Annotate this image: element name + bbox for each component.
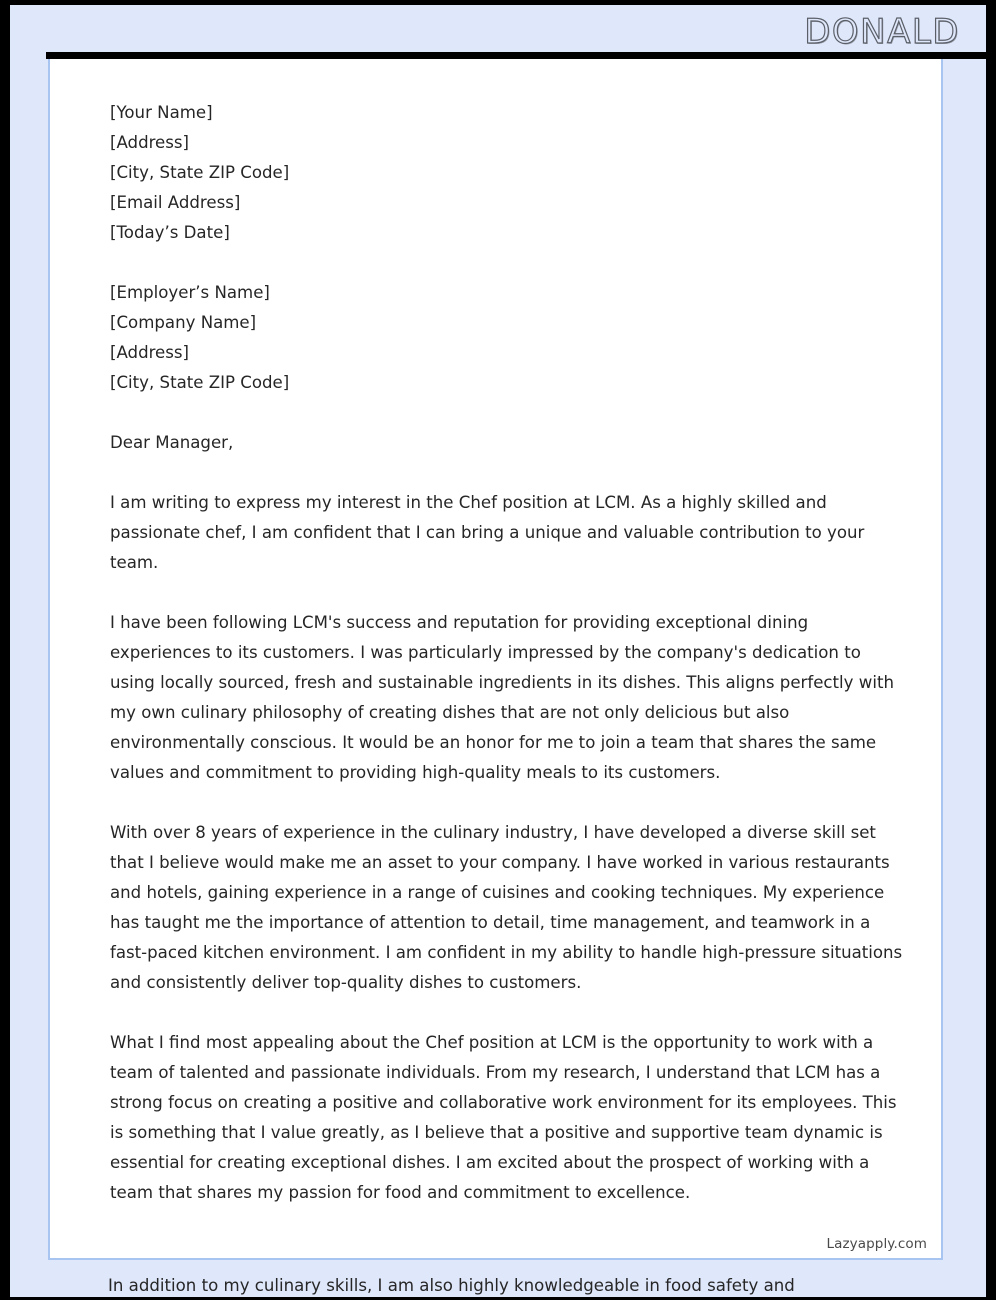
document-header [10,5,986,52]
recipient-line: [Address] [110,343,190,362]
body-paragraph-2: I have been following LCM's success and reputation for providing exceptional dining experiences to its customers. I was particularly impressed by the company's dedication to using locally sourced, fresh and sustainable ingredients in its dishes. This aligns perfectly with my own culinary philosophy of creating dishes that are not only delicious but also environmentally conscious. It would be an honor for me to join a team that shares the same values and commitment to providing high-quality meals to its customers. [110,613,894,782]
body-paragraph-1: I am writing to express my interest in the Chef position at LCM. As a highly skilled and passionate chef, I am confident that I can bring a unique and valuable contribution to your team. [110,493,865,572]
letter-body [110,98,908,1238]
recipient-line: [Company Name] [110,313,257,332]
sender-line: [Address] [110,133,190,152]
recipient-address-block [110,278,908,398]
document-canvas [10,5,986,1297]
sender-line: [Today’s Date] [110,223,230,242]
letter-page [48,59,943,1260]
overflow-paragraph-line: In addition to my culinary skills, I am also highly knowledgeable in food safety and [108,1276,795,1295]
page-top-rule [46,52,986,59]
sender-line: [City, State ZIP Code] [110,163,290,182]
salutation: Dear Manager, [110,433,234,452]
body-paragraph-4: What I find most appealing about the Chef position at LCM is the opportunity to work with a team of talented and passionate individuals. From my research, I understand that LCM has a strong focus on creating a positive and collaborative work environment for its employees. This is something that I value greatly, as I believe that a positive and supportive team dynamic is essential for creating exceptional dishes. I am excited about the prospect of working with a team that shares my passion for food and commitment to excellence. [110,1033,897,1202]
watermark: Lazyapply.com [826,1236,927,1252]
page-title: DONALD [804,12,960,52]
sender-line: [Your Name] [110,103,213,122]
sender-line: [Email Address] [110,193,241,212]
recipient-line: [Employer’s Name] [110,283,270,302]
recipient-line: [City, State ZIP Code] [110,373,290,392]
sender-address-block [110,98,908,248]
body-paragraph-3: With over 8 years of experience in the culinary industry, I have developed a diverse skill set that I believe would make me an asset to your company. I have worked in various restaurants and hotels, gaining experience in a range of cuisines and cooking techniques. My experience has taught me the importance of attention to detail, time management, and teamwork in a fast-paced kitchen environment. I am confident in my ability to handle high-pressure situations and consistently deliver top-quality dishes to customers. [110,823,903,992]
